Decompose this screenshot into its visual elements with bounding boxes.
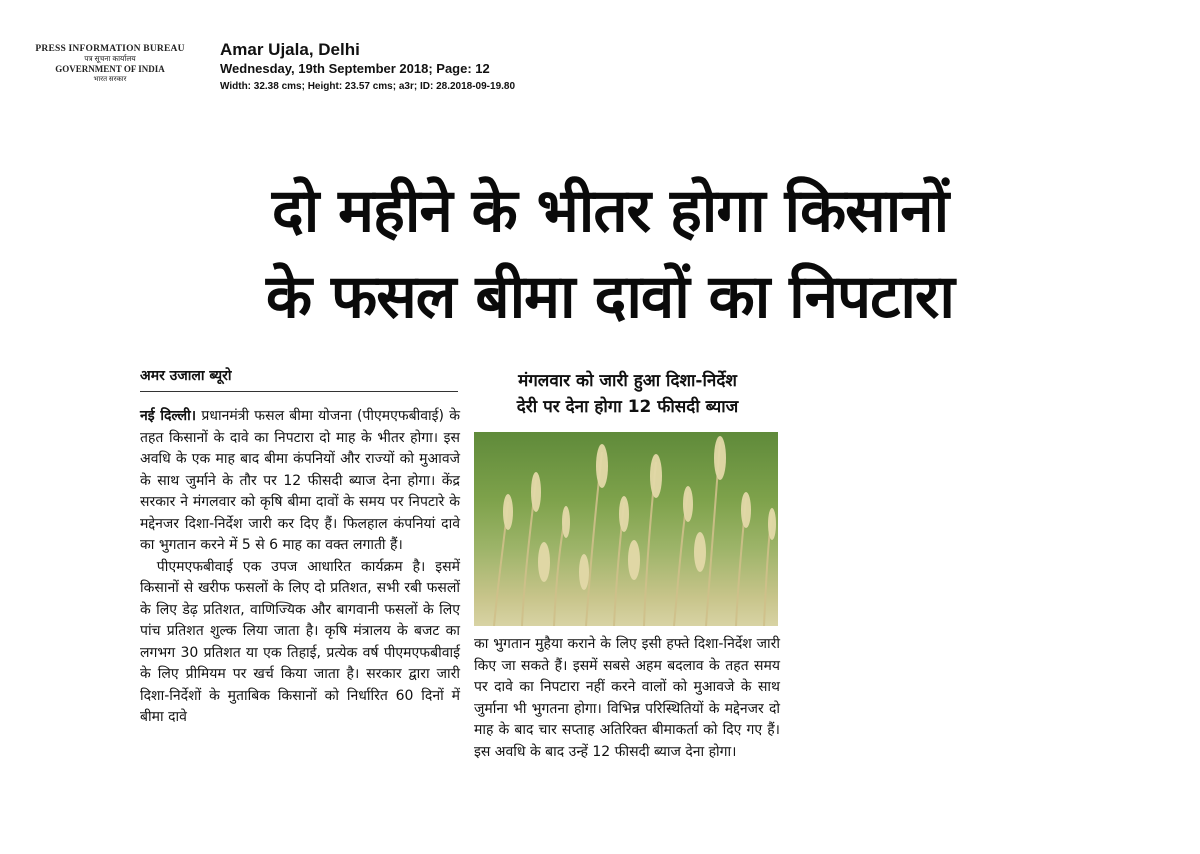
headline-line-1: दो महीने के भीतर होगा किसानों <box>271 176 949 246</box>
publication-name: Amar Ujala, Delhi <box>220 40 360 59</box>
paragraph-2: पीएमएफबीवाई एक उपज आधारित कार्यक्रम है। इसमें किसानों से खरीफ फसलों के लिए दो प्रतिशत, सभी रबी फसलों के लिए डेढ़ प्रतिशत, वाणिज्यिक और बागवानी फसलों के लिए पांच प्रतिशत शुल्क लिया जाता है। कृषि मंत्रालय के बजट का लगभग 30 प्रतिशत या एक तिहाई, प्रत्येक वर्ष पीएमएफबीवाई के लिए प्रीमियम पर खर्च किया जाता है। सरकार द्वारा जारी दिशा-निर्देशों के मुताबिक किसानों को निर्धारित 60 दिनों में बीमा दावे <box>140 558 460 725</box>
bureau-name-hindi: पत्र सूचना कार्यालय <box>84 54 136 63</box>
government-hindi: भारत सरकार <box>93 75 127 83</box>
headline <box>150 168 1070 340</box>
government-english: GOVERNMENT OF INDIA <box>55 64 165 74</box>
right-column <box>474 634 780 763</box>
wheat-illustration <box>474 432 778 626</box>
paragraph-1 <box>140 406 460 557</box>
wheat-field-photo <box>474 432 778 626</box>
subheadline-line-2: देरी पर देना होगा 12 फीसदी ब्याज <box>516 397 739 417</box>
clipping-dimensions: Width: 32.38 cms; Height: 23.57 cms; a3r; ID: 28.2018-09-19.80 <box>220 81 516 92</box>
subheadline-line-1: मंगलवार को जारी हुआ दिशा-निर्देश <box>518 371 737 391</box>
pib-logo <box>30 44 190 84</box>
left-column <box>140 406 460 729</box>
paragraph-1-text: प्रधानमंत्री फसल बीमा योजना (पीएमएफबीवाई) के तहत किसानों के दावे का निपटारा दो माह के भीतर होगा। इस अवधि के एक माह बाद बीमा कंपनियों और राज्यों को मुआवजे के साथ जुर्माने के तौर पर 12 फीसदी ब्याज देना होगा। केंद्र सरकार ने मंगलवार को कृषि बीमा दावों के समय पर निपटारे के मद्देनजर दिशा-निर्देश जारी कर दिए हैं। फिलहाल कंपनियां दावे का भुगतान करने में 5 से 6 माह का वक्त लगाती हैं। <box>140 408 460 553</box>
subheadline <box>475 368 780 420</box>
paragraph-3: का भुगतान मुहैया कराने के लिए इसी हफ्ते दिशा-निर्देश जारी किए जा सकते हैं। इसमें सबसे अहम बदलाव के तहत समय पर दावे का निपटारा नहीं करने वालों को मुआवजे के साथ जुर्माना भी भुगतना होगा। विभिन्न परिस्थितियों के मद्देनजर दो माह के बाद चार सप्ताह अतिरिक्त बीमाकर्ता को दिए गए हैं। इस अवधि के बाद उन्हें 12 फीसदी ब्याज देना होगा। <box>474 636 780 760</box>
publication-date-page: Wednesday, 19th September 2018; Page: 12 <box>220 61 490 76</box>
headline-line-2: के फसल बीमा दावों का निपटारा <box>266 262 954 332</box>
dateline: नई दिल्ली। <box>140 408 197 424</box>
clipping-metadata <box>220 40 515 94</box>
byline: अमर उजाला ब्यूरो <box>140 366 458 392</box>
bureau-name-english: PRESS INFORMATION BUREAU <box>35 44 185 54</box>
